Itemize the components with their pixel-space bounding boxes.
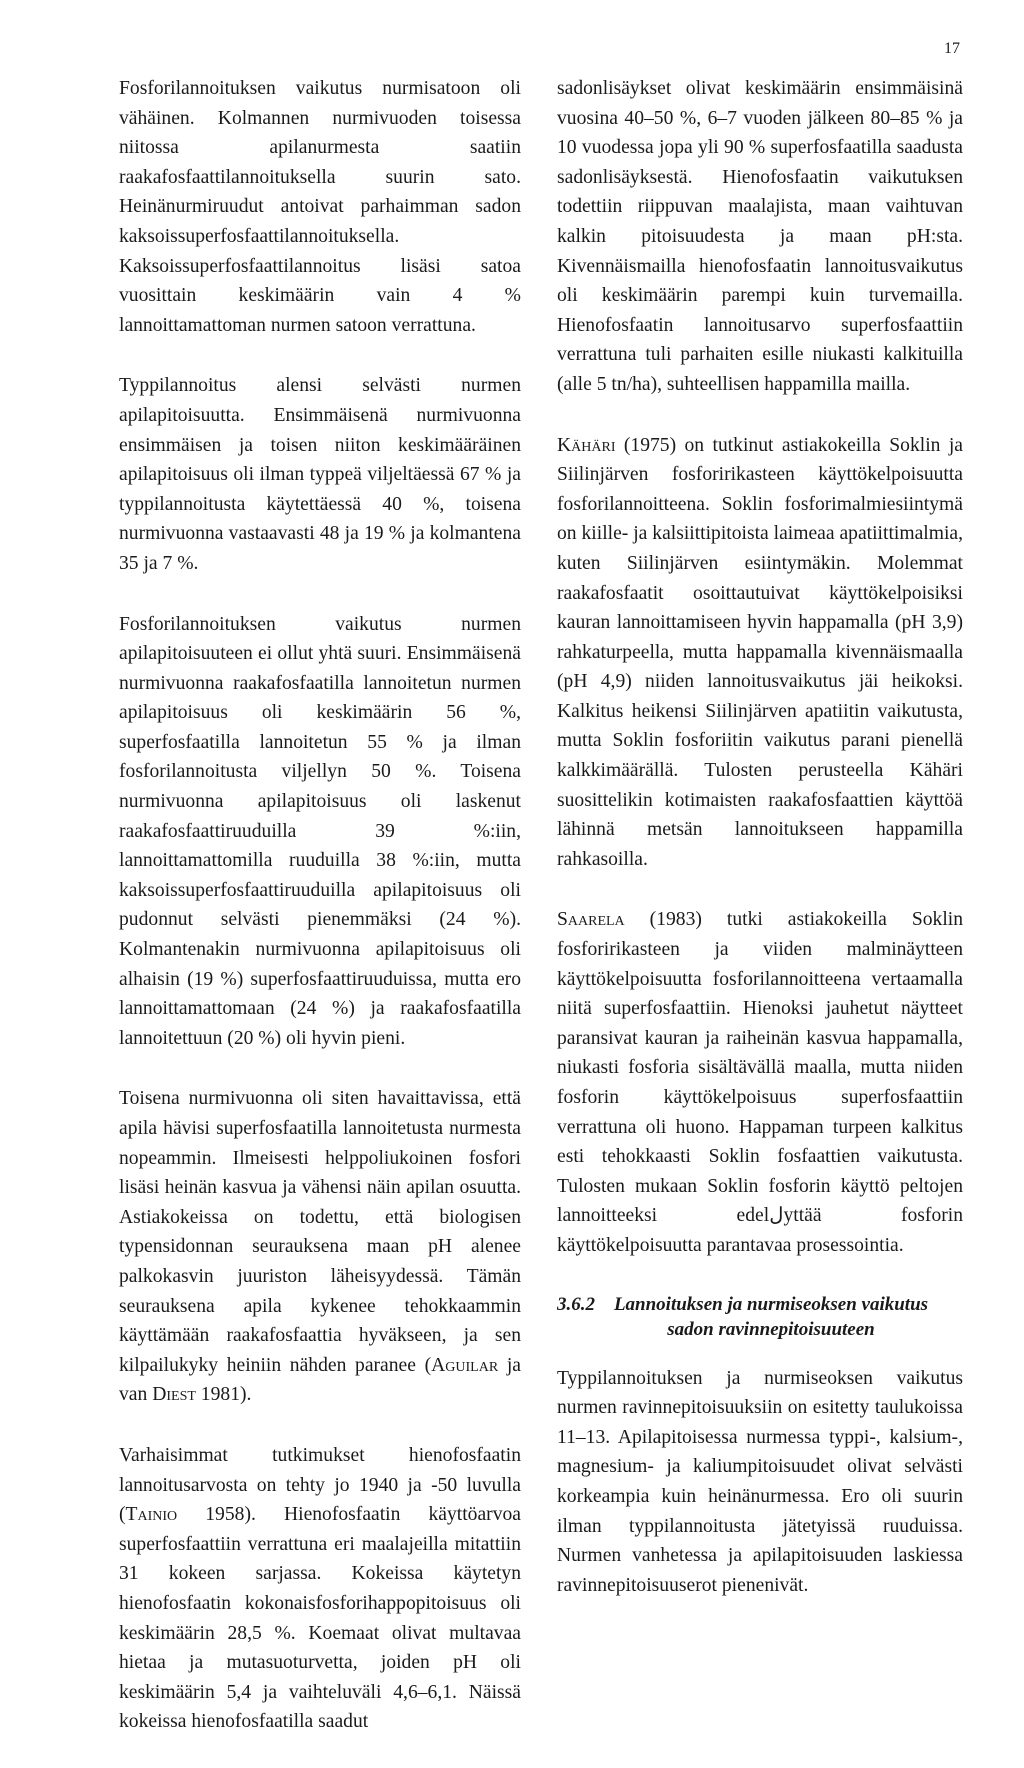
paragraph-text: Varhaisimmat tutkimukset hienofosfaatin lannoitusarvosta on tehty jo 1940 ja -50 luvulla ( bbox=[119, 1444, 521, 1526]
paragraph-clover-decline bbox=[119, 1084, 521, 1410]
section-title: Lannoituksen ja nurmiseoksen vaikutus sadon ravinnepitoisuuteen bbox=[613, 1293, 929, 1340]
paragraph-nitrogen-clover: Typpilannoitus alensi selvästi nurmen apilapitoisuutta. Ensimmäisenä nurmivuonna ensimmäisen ja toisen niiton keskimääräinen apilapitoisuus oli ilman typpeä viljeltäessä 67 % ja typpilannoitusta käytettäessä 40 %, toisena nurmivuonna vastaavasti 48 ja 19 % ja kolmantena 35 ja 7 %. bbox=[119, 375, 521, 574]
citation-author: Kähäri bbox=[557, 434, 616, 456]
paragraph-text: Toisena nurmivuonna oli siten havaittavissa, että apila hävisi superfosfaatilla lannoitetusta nurmesta nopeammin. Ilmeisesti helppoliukoinen fosfori lisäsi heinän kasvua ja vähensi näin apilan osuutta. Astiakokeissa on todettu, että biologisen typensidonnan seurauksena maan pH alenee palkokasvin juuriston läheisyydessä. Tämän seurauksena apila kykenee tehokkaammin käyttämään raakafosfaattia hyväkseen, ja sen kilpailukyky heiniin nähden paranee ( bbox=[119, 1088, 521, 1376]
section-number: 3.6.2 bbox=[557, 1293, 595, 1315]
citation-author: Saarela bbox=[557, 909, 625, 931]
paragraph-text: (1975) on tutkinut astiakokeilla Soklin ja Siilinjärven fosforirikasteen käyttökelpoisuutta fosforilannoitteena. Soklin fosforimalmiesiintymä on kiille- ja kalsiittipitoista laimeaa apatiittimalmia, kuten Siilinjärven esiintymäkin. Molemmat raakafosfaatit osoittautuivat käyttökelpoisiksi kauran lannoittamiseen hyvin happamalla (pH 3,9) rahkaturpeella, mutta happamalla kivennäismaalla (pH 4,9) niiden lannoitusvaikutus jäi heikoksi. Kalkitus heikensi Siilinjärven apatiitin vaikutusta, mutta Soklin fosforiitin vaikutus parani pienellä kalkkimäärällä. Tulosten perusteella Kähäri suosittelikin kotimaisten raakafosfaattien käyttöä lähinnä metsän lannoitukseen happamilla rahkasoilla. bbox=[557, 434, 963, 870]
paragraph-text: ja van bbox=[119, 1354, 521, 1406]
citation-author: Tainio bbox=[125, 1504, 178, 1526]
left-column bbox=[119, 74, 521, 1768]
paragraph-text: (1983) tutki astiakokeilla Soklin fosforirikasteen ja viiden malminäytteen käyttökelpoisuutta fosforilannoitteena vertaamalla niitä superfosfaattiin. Hienoksi jauhetut näytteet paransivat kauran ja raiheinän kasvua happamalla, niukasti fosforia sisältävällä maalla, mutta niiden fosforin käyttökelpoisuus superfosfaattiin verrattuna oli huono. Happaman turpeen kalkitus esti tehokkaasti Soklin fosfaattien vaikutusta. Tulosten mukaan Soklin fosforin käyttö peltojen lannoitteeksi edelلyttää fosforin käyttökelpoisuutta parantavaa prosessointia. bbox=[557, 909, 964, 1256]
citation-author: Aguilar bbox=[431, 1354, 499, 1376]
paragraph-text: 1981). bbox=[195, 1384, 252, 1406]
citation-author: Diest bbox=[152, 1384, 196, 1406]
page-number: 17 bbox=[944, 40, 960, 57]
paragraph-phosphorus-yield: Fosforilannoituksen vaikutus nurmisatoon oli vähäinen. Kolmannen nurmivuoden toisessa niitossa apilanurmesta saatiin raakafosfaattilannoituksella suurin sato. Heinänurmiruudut antoivat parhaimman sadon kaksoissuperfosfaattilannoituksella. Kaksoissuperfosfaattilannoitus lisäsi satoa vuosittain keskimäärin vain 4 % lannoittamattoman nurmen satoon verrattuna. bbox=[119, 78, 521, 336]
right-column bbox=[557, 74, 963, 1631]
paragraph-yield-increases: sadonlisäykset olivat keskimäärin ensimmäisinä vuosina 40–50 %, 6–7 vuoden jälkeen 80–85 % ja 10 vuodessa jopa yli 90 % superfosfaatilla saadusta sadonlisäyksestä. Hienofosfaatin vaikutuksen todettiin riippuvan maalajista, maan vaihtuvan kalkin pitoisuudesta ja maan pH:sta. Kivennäismailla hienofosfaatin lannoitusvaikutus oli keskimäärin parempi kuin turvemailla. Hienofosfaatin lannoitusarvo superfosfaattiin verrattuna tuli parhaiten esille niukasti kalkituilla (alle 5 tn/ha), suhteellisen happamilla mailla. bbox=[557, 78, 963, 395]
section-heading bbox=[557, 1292, 963, 1342]
paragraph-text: 1958). Hienofosfaatin käyttöarvoa superfosfaattiin verrattuna eri maalajeilla mitattiin 31 kokeen sarjassa. Kokeissa käytetyn hienofosfaatin kokonaisfosforihappopitoisuus oli keskimäärin 28,5 %. Koemaat olivat multavaa hietaa ja mutasuoturvetta, joiden pH oli keskimäärin 5,4 ja vaihteluväli 4,6–6,1. Näissä kokeissa hienofosfaatilla saadut bbox=[119, 1504, 521, 1733]
paragraph-kahari-study bbox=[557, 431, 963, 875]
paragraph-early-studies bbox=[119, 1441, 521, 1737]
paragraph-saarela-study bbox=[557, 905, 963, 1260]
paragraph-phosphorus-clover: Fosforilannoituksen vaikutus nurmen apilapitoisuuteen ei ollut yhtä suuri. Ensimmäisenä nurmivuonna raakafosfaatilla lannoitetun nurmen apilapitoisuus oli keskimäärin 56 %, superfosfaatilla lannoitetun 55 % ja ilman fosforilannoitusta viljellyn 50 %. Toisena nurmivuonna apilapitoisuus oli laskenut raakafosfaattiruuduilla 39 %:iin, lannoittamattomilla ruuduilla 38 %:iin, mutta kaksoissuperfosfaattiruuduilla apilapitoisuus oli pudonnut selvästi pienemmäksi (24 %). Kolmantenakin nurmivuonna apilapitoisuus oli alhaisin (19 %) superfosfaattiruuduissa, mutta ero lannoittamattomaan (24 %) ja raakafosfaatilla lannoitettuun (20 %) oli hyvin pieni. bbox=[119, 613, 521, 1049]
paragraph-nutrient-content: Typpilannoituksen ja nurmiseoksen vaikutus nurmen ravinnepitoisuuksiin on esitetty taulukoissa 11–13. Apilapitoisessa nurmessa typpi-, kalsium-, magnesium- ja kaliumpitoisuudet olivat selvästi korkeampia kuin heinänurmessa. Ero oli suurin ilman typpilannoitusta jätetyissä ruuduissa. Nurmen vanhetessa ja apilapitoisuuden laskiessa ravinnepitoisuuserot pienenivät. bbox=[557, 1367, 963, 1596]
